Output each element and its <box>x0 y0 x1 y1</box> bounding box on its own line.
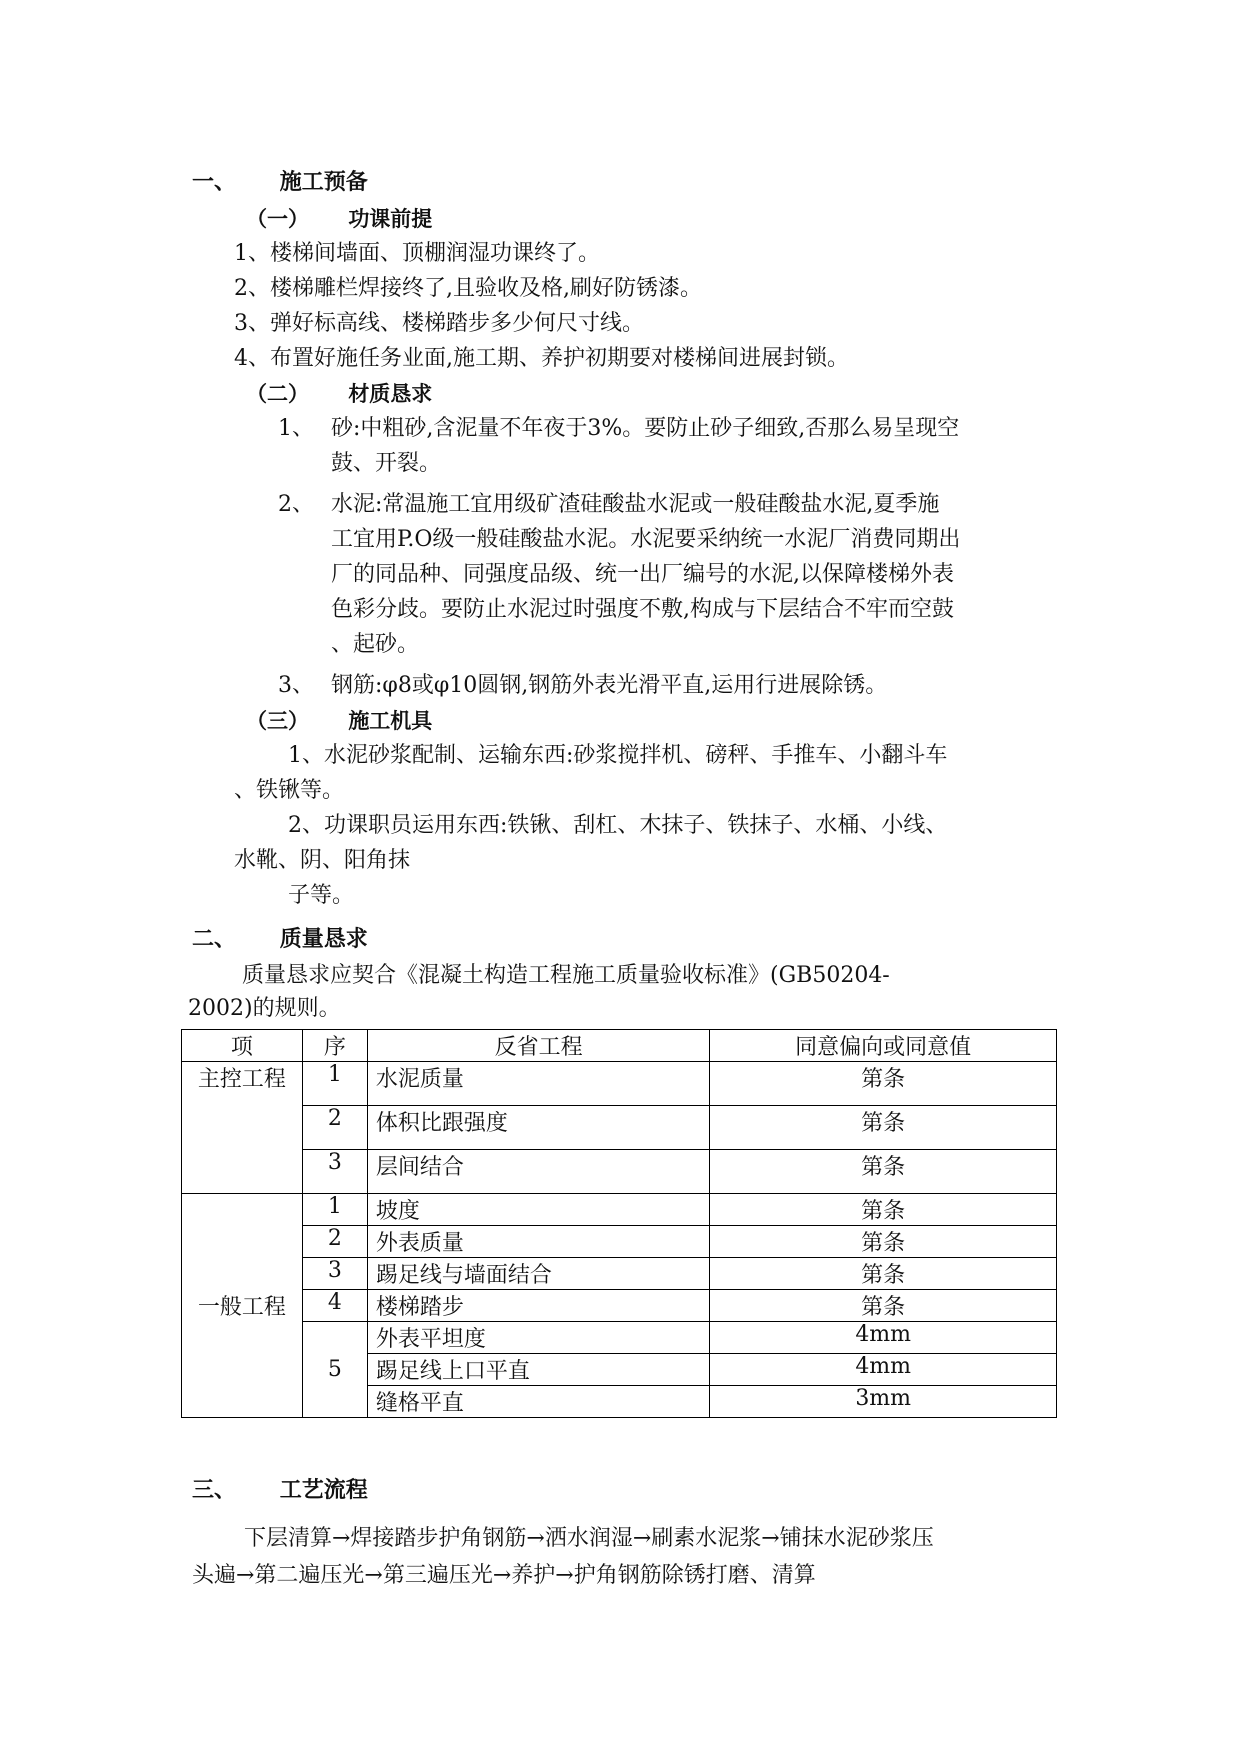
section-1-title: 施工预备 <box>279 170 368 195</box>
group-main-control: 主控工程 <box>182 1062 303 1194</box>
group-general: 一般工程 <box>182 1194 303 1418</box>
material-item-line: 工宜用P.O级一般硅酸盐水泥。水泥要采纳统一水泥厂消费同期出 <box>331 527 961 552</box>
table-row <box>182 1226 1057 1258</box>
row-value: 第条 <box>710 1290 1057 1322</box>
material-item-line: 水泥:常温施工宜用级矿渣硅酸盐水泥或一般硅酸盐水泥,夏季施 <box>331 492 940 517</box>
row-seq: 3 <box>302 1150 367 1194</box>
prerequisite-item: 3、弹好标高线、楼梯踏步多少何尺寸线。 <box>234 311 644 336</box>
subsection-1-number: （一） <box>246 207 309 231</box>
quality-intro-line: 2002)的规则。 <box>188 996 341 1021</box>
row-item: 外表平坦度 <box>367 1322 710 1354</box>
material-item-number: 3、 <box>278 673 314 698</box>
material-item-line: 、起砂。 <box>331 632 420 657</box>
row-item: 水泥质量 <box>367 1062 710 1106</box>
table-row <box>182 1150 1057 1194</box>
row-item: 踢足线与墙面结合 <box>367 1258 710 1290</box>
subsection-1-heading <box>246 204 432 234</box>
column-header-item: 项 <box>182 1030 303 1062</box>
subsection-3-heading <box>246 706 432 736</box>
subsection-3-number: （三） <box>246 709 309 733</box>
table-row <box>182 1258 1057 1290</box>
row-seq: 3 <box>302 1258 367 1290</box>
material-item-line: 色彩分歧。要防止水泥过时强度不敷,构成与下层结合不牢而空鼓 <box>331 597 954 622</box>
tools-line: 、铁锹等。 <box>234 778 345 803</box>
column-header-seq: 序 <box>302 1030 367 1062</box>
row-seq: 2 <box>302 1106 367 1150</box>
row-value: 第条 <box>710 1106 1057 1150</box>
section-3-number: 三、 <box>192 1478 237 1503</box>
tools-line: 子等。 <box>288 883 355 908</box>
row-value: 第条 <box>710 1150 1057 1194</box>
table-row <box>182 1106 1057 1150</box>
row-seq: 5 <box>302 1322 367 1418</box>
material-item-number: 2、 <box>278 492 314 517</box>
quality-table <box>181 1029 1057 1418</box>
section-2-number: 二、 <box>192 927 237 952</box>
row-item: 缝格平直 <box>367 1386 710 1418</box>
column-header-check: 反省工程 <box>367 1030 710 1062</box>
row-value: 4mm <box>710 1354 1057 1386</box>
subsection-1-title: 功课前提 <box>348 207 433 231</box>
section-1-number: 一、 <box>192 170 237 195</box>
section-2-title: 质量恳求 <box>279 927 368 952</box>
prerequisite-item: 4、布置好施任务业面,施工期、养护初期要对楼梯间进展封锁。 <box>234 346 849 371</box>
material-item-number: 1、 <box>278 416 314 441</box>
subsection-2-heading <box>246 379 432 409</box>
section-1-heading <box>192 168 368 198</box>
section-3-heading <box>192 1476 368 1506</box>
material-item-line: 厂的同品种、同强度品级、统一出厂编号的水泥,以保障楼梯外表 <box>331 562 954 587</box>
row-value: 第条 <box>710 1194 1057 1226</box>
subsection-3-title: 施工机具 <box>348 709 433 733</box>
table-row <box>182 1194 1057 1226</box>
row-item: 体积比跟强度 <box>367 1106 710 1150</box>
row-value: 3mm <box>710 1386 1057 1418</box>
row-item: 楼梯踏步 <box>367 1290 710 1322</box>
subsection-2-number: （二） <box>246 382 309 406</box>
prerequisite-item: 2、楼梯雕栏焊接终了,且验收及格,刷好防锈漆。 <box>234 276 702 301</box>
row-value: 第条 <box>710 1258 1057 1290</box>
row-value: 第条 <box>710 1062 1057 1106</box>
row-seq: 2 <box>302 1226 367 1258</box>
row-seq: 1 <box>302 1194 367 1226</box>
table-row <box>182 1062 1057 1106</box>
tools-line: 2、功课职员运用东西:铁锹、刮杠、木抹子、铁抹子、水桶、小线、 <box>288 813 948 838</box>
table-row <box>182 1290 1057 1322</box>
row-item: 坡度 <box>367 1194 710 1226</box>
prerequisite-item: 1、楼梯间墙面、顶棚润湿功课终了。 <box>234 241 600 266</box>
table-header-row <box>182 1030 1057 1062</box>
process-flow-line: 下层清算→焊接踏步护角钢筋→洒水润湿→刷素水泥浆→铺抹水泥砂浆压 <box>244 1526 934 1551</box>
tools-line: 水靴、阴、阳角抹 <box>234 848 411 873</box>
section-2-heading <box>192 925 368 955</box>
material-item-line: 鼓、开裂。 <box>331 451 442 476</box>
row-item: 层间结合 <box>367 1150 710 1194</box>
row-seq: 1 <box>302 1062 367 1106</box>
row-value: 第条 <box>710 1226 1057 1258</box>
process-flow-line: 头遍→第二遍压光→第三遍压光→养护→护角钢筋除锈打磨、清算 <box>192 1563 816 1588</box>
table-row <box>182 1322 1057 1354</box>
row-seq: 4 <box>302 1290 367 1322</box>
tools-line: 1、水泥砂浆配制、运输东西:砂浆搅拌机、磅秤、手推车、小翻斗车 <box>288 743 948 768</box>
row-item: 外表质量 <box>367 1226 710 1258</box>
quality-intro-line: 质量恳求应契合《混凝土构造工程施工质量验收标准》(GB50204- <box>242 963 890 988</box>
section-3-title: 工艺流程 <box>279 1478 368 1503</box>
material-item-line: 钢筋:φ8或φ10圆钢,钢筋外表光滑平直,运用行进展除锈。 <box>331 673 888 698</box>
row-value: 4mm <box>710 1322 1057 1354</box>
row-item: 踢足线上口平直 <box>367 1354 710 1386</box>
subsection-2-title: 材质恳求 <box>348 382 433 406</box>
material-item-line: 砂:中粗砂,含泥量不年夜于3%。要防止砂子细致,否那么易呈现空 <box>331 416 960 441</box>
column-header-tolerance: 同意偏向或同意值 <box>710 1030 1057 1062</box>
